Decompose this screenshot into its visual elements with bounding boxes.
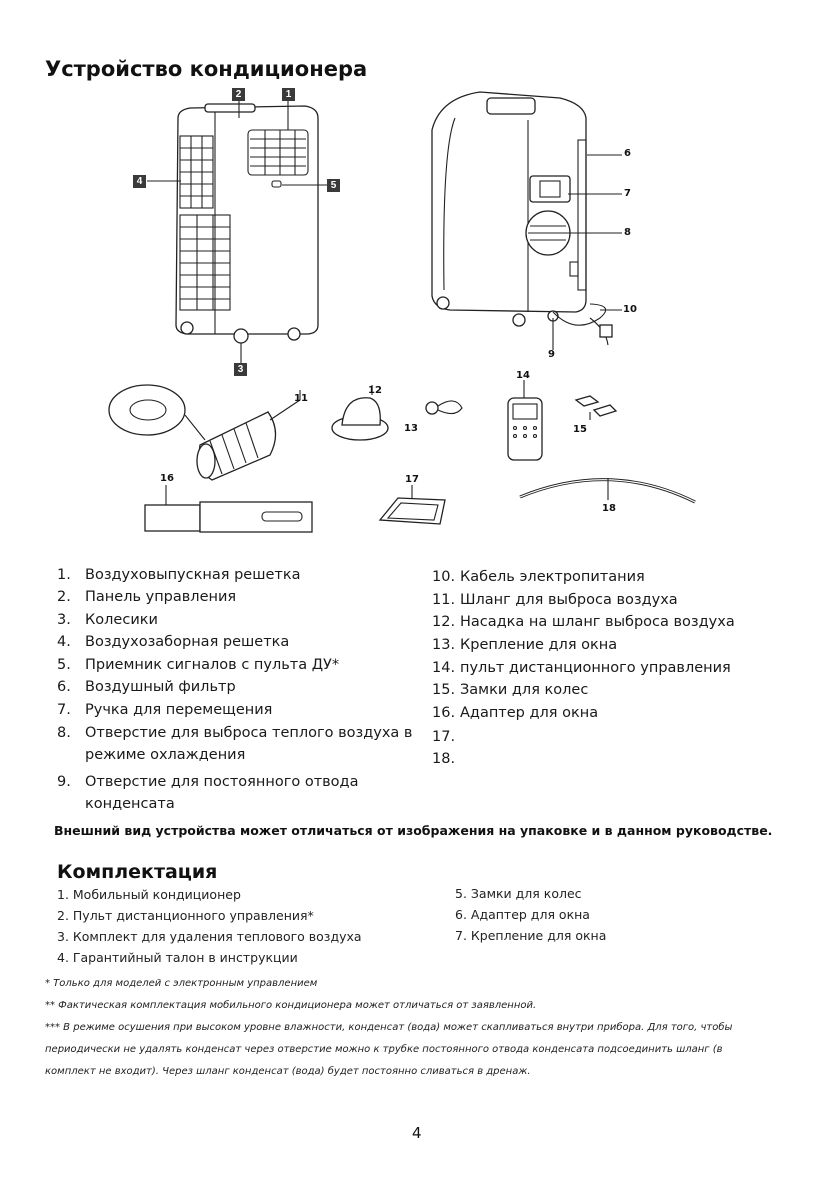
footnote: * Только для моделей с электронным управлением (45, 978, 318, 989)
callout-11: 11 (294, 393, 308, 404)
page-number: 4 (412, 1124, 422, 1142)
list-item: 15. Замки для колес (432, 682, 589, 698)
list-item: 2. Пульт дистанционного управления* (57, 908, 314, 923)
device-section-title: Устройство кондиционера (45, 57, 368, 81)
device-illustration (0, 80, 839, 550)
callout-6: 6 (624, 148, 631, 159)
window-adapter-drawing (145, 485, 312, 532)
list-item: 8. Отверстие для выброса теплого воздуха в (57, 725, 413, 741)
gasket-drawing (380, 485, 445, 524)
list-item: 5. Замки для колес (455, 886, 582, 901)
callout-7: 7 (624, 188, 631, 199)
callout-1: 1 (282, 88, 295, 101)
list-item: 18. (432, 751, 456, 767)
callout-10: 10 (623, 304, 637, 315)
list-item: 2. Панель управления (57, 589, 237, 605)
callout-14: 14 (516, 370, 530, 381)
list-item: 16. Адаптер для окна (432, 705, 599, 721)
list-item: 7. Крепление для окна (455, 928, 607, 943)
remote-drawing (508, 380, 542, 460)
list-item: 6. Адаптер для окна (455, 907, 590, 922)
list-item: 12. Насадка на шланг выброса воздуха (432, 614, 735, 630)
callout-17: 17 (405, 474, 419, 485)
list-item: 13. Крепление для окна (432, 637, 618, 653)
list-item: 4. Воздухозаборная решетка (57, 634, 290, 650)
list-item: конденсата (85, 796, 175, 812)
kit-list-right (455, 886, 606, 949)
list-item: режиме охлаждения (85, 747, 246, 763)
appearance-note: Внешний вид устройства может отличаться от изображения на упаковке и в данном руководстве. (54, 823, 773, 838)
kit-section-title: Комплектация (57, 861, 218, 883)
front-unit-drawing (176, 104, 318, 343)
callout-2: 2 (232, 88, 245, 101)
callout-13: 13 (404, 423, 418, 434)
window-clip-drawing (426, 401, 462, 414)
list-item: 1. Воздуховыпускная решетка (57, 567, 301, 583)
support-bar-drawing (520, 478, 695, 502)
callout-8: 8 (624, 227, 631, 238)
list-item: 7. Ручка для перемещения (57, 702, 273, 718)
list-item: 6. Воздушный фильтр (57, 679, 236, 695)
back-unit-drawing (432, 92, 612, 345)
callout-9: 9 (548, 349, 555, 360)
callout-16: 16 (160, 473, 174, 484)
list-item: 10. Кабель электропитания (432, 569, 645, 585)
callout-4: 4 (133, 175, 146, 188)
callout-18: 18 (602, 503, 616, 514)
list-item: 3. Комплект для удаления теплового воздуха (57, 929, 362, 944)
list-item: 17. (432, 729, 456, 745)
list-item: 4. Гарантийный талон в инструкции (57, 950, 298, 965)
callout-12: 12 (368, 385, 382, 396)
wheel-locks-drawing (576, 396, 616, 420)
footnote: комплект не входит). Через шланг конденсат (вода) будет постоянно сливаться в дренаж. (45, 1066, 531, 1077)
callout-15: 15 (573, 424, 587, 435)
footnote: ** Фактическая комплектация мобильного кондиционера может отличаться от заявленной. (45, 1000, 537, 1011)
callout-3: 3 (234, 363, 247, 376)
hose-drawing (109, 385, 300, 480)
footnotes (45, 973, 805, 1083)
footnote: периодически не удалять конденсат через отверстие можно к трубке постоянного отвода конденсата подсоединить шланг (в (45, 1044, 723, 1055)
callout-5: 5 (327, 179, 340, 192)
kit-list-left (57, 887, 362, 971)
list-item: 9. Отверстие для постоянного отвода (57, 774, 359, 790)
list-item: 5. Приемник сигналов с пульта ДУ* (57, 657, 340, 673)
footnote: *** В режиме осушения при высоком уровне влажности, конденсат (вода) может скапливаться внутри прибора. Для того, чтобы (45, 1022, 733, 1033)
list-item: 11. Шланг для выброса воздуха (432, 592, 678, 608)
list-item: 1. Мобильный кондиционер (57, 887, 241, 902)
list-item: 14. пульт дистанционного управления (432, 660, 731, 676)
list-item: 3. Колесики (57, 612, 158, 628)
